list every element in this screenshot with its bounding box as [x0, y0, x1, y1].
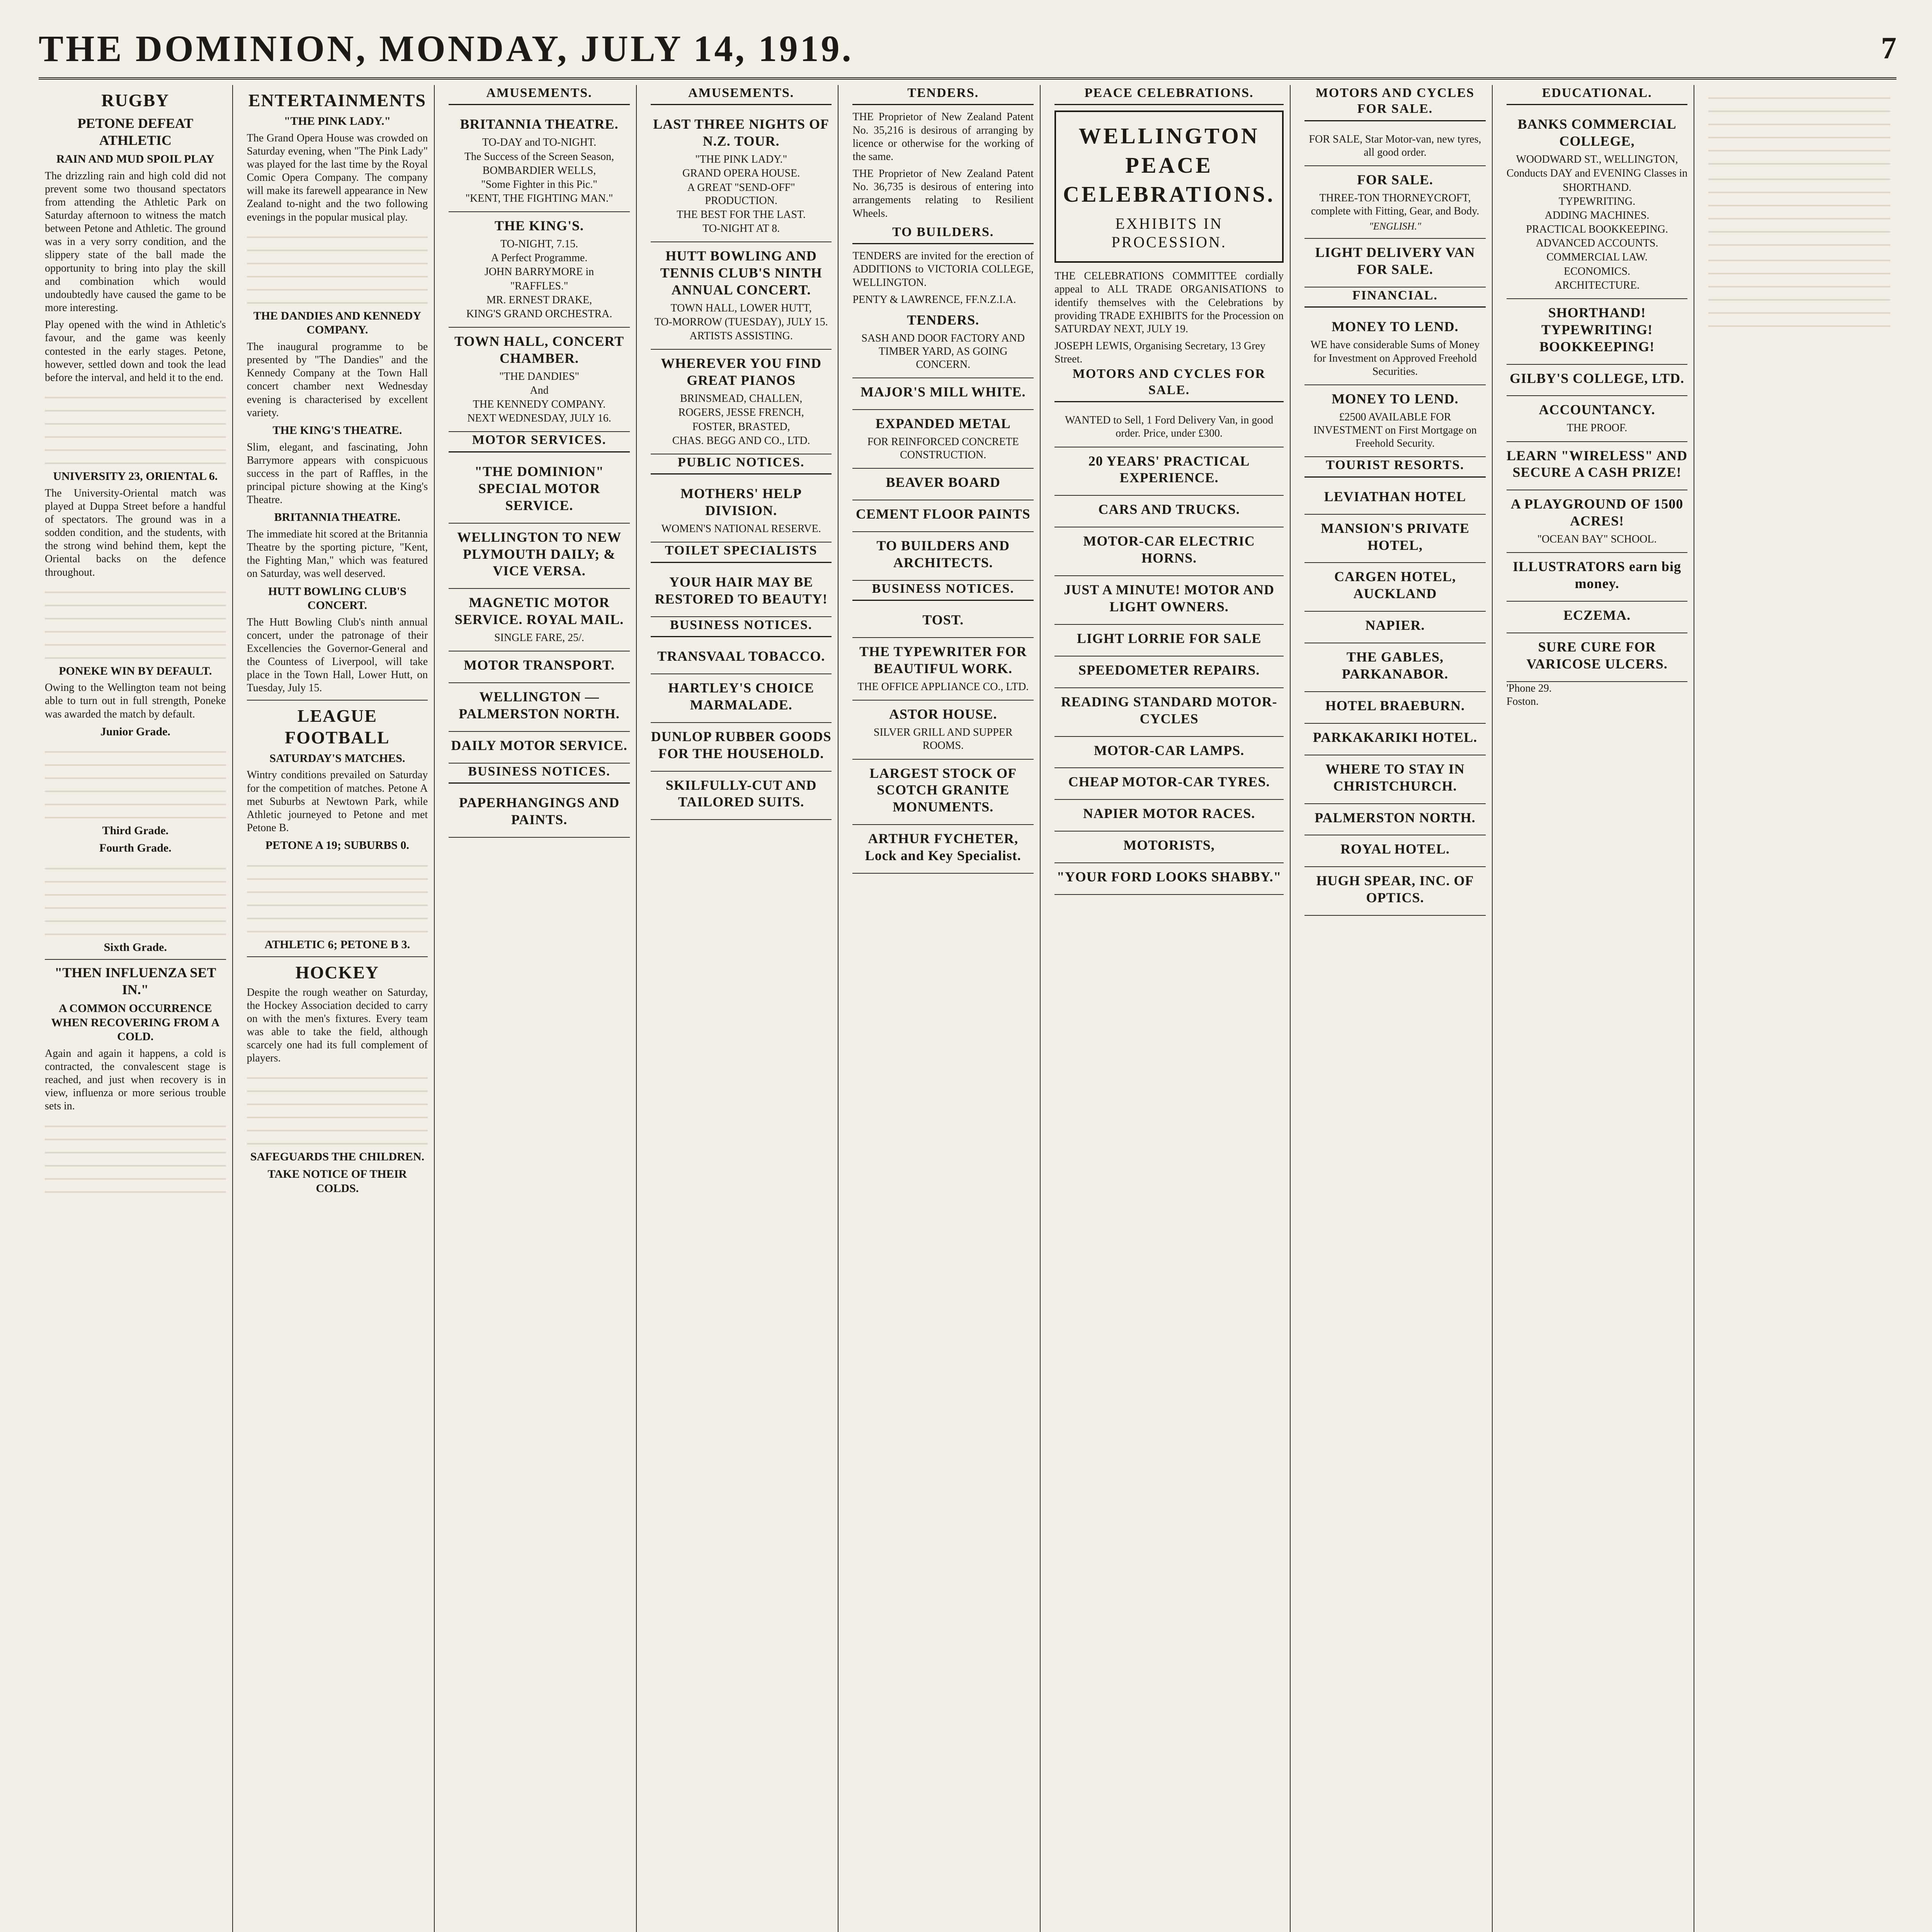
notice-paragraph: TENDERS are invited for the erection of ADDITIONS to VICTORIA COLLEGE, WELLINGTON.	[852, 250, 1034, 289]
ad-title: CARGEN HOTEL, AUCKLAND	[1334, 569, 1456, 602]
ad-title: LARGEST STOCK OF SCOTCH GRANITE MONUMENTS.	[869, 765, 1017, 815]
ad-title: BANKS COMMERCIAL COLLEGE,	[1517, 116, 1677, 149]
advertisement	[852, 825, 1034, 874]
advertisement	[1054, 408, 1284, 447]
article-paragraph: Play opened with the wind in Athletic's favour, and the game was keenly contested in the early stages. Petone, however, settled down and took the lead before the interval, and held it to the end.	[45, 319, 226, 384]
advertisement	[1304, 127, 1486, 166]
text-block	[247, 228, 428, 305]
banner-line: CELEBRATIONS.	[1063, 182, 1276, 207]
ad-line: PRACTICAL BOOKKEEPING.	[1526, 223, 1668, 236]
ad-line: TO-DAY and TO-NIGHT.	[482, 136, 597, 149]
ad-line: ROGERS, JESSE FRENCH,	[678, 406, 804, 419]
ad-title: MAGNETIC MOTOR SERVICE. ROYAL MAIL.	[454, 595, 624, 628]
advertisement	[1304, 515, 1486, 563]
article-paragraph: Wintry conditions prevailed on Saturday for the competition of matches. Petone A met Suburbs at Newtown Park, while Athletic journeyed to Petone and met Petone B.	[247, 769, 428, 834]
text-block	[1708, 89, 1890, 166]
footer-left: 'Phone 29.	[1506, 682, 1552, 694]
advertisement	[449, 111, 630, 212]
advertisement	[1304, 239, 1486, 287]
ad-title: THE KING'S.	[494, 218, 584, 234]
article-subhead: UNIVERSITY 23, ORIENTAL 6.	[53, 470, 218, 483]
ad-line: ARCHITECTURE.	[1554, 279, 1640, 291]
ad-title: PALMERSTON NORTH.	[1315, 810, 1476, 825]
ad-title: ARTHUR FYCHETER, Lock and Key Specialist.	[865, 831, 1021, 864]
article-paragraph: The drizzling rain and high cold did not prevent some two thousand spectators from attending the Athletic Park on Saturday afternoon to witness the match between Petone and Athletic. The ground was in a very sorry condition, and the slippery state of the ball made the opportunity to bring into play the skill and combination which would undoubtedly have caused the game to be more interesting.	[45, 170, 226, 314]
ad-title: SHORTHAND! TYPEWRITING! BOOKKEEPING!	[1539, 304, 1655, 354]
advertisement	[651, 772, 832, 820]
advertisement	[1054, 688, 1284, 737]
ad-title: DAILY MOTOR SERVICE.	[451, 738, 628, 753]
ad-title: CHEAP MOTOR-CAR TYRES.	[1068, 774, 1270, 790]
ad-title: LEVIATHAN HOTEL	[1324, 488, 1466, 504]
advertisement	[1054, 496, 1284, 527]
column-amusements-1	[442, 85, 637, 1932]
advertisement	[852, 606, 1034, 638]
ad-title: TO BUILDERS AND ARCHITECTS.	[876, 538, 1010, 571]
advertisement	[449, 789, 630, 838]
column-header: MOTORS AND CYCLES FOR SALE.	[1054, 366, 1284, 402]
column-header: AMUSEMENTS.	[449, 85, 630, 105]
ad-title: "THE DOMINION" SPECIAL MOTOR SERVICE.	[474, 463, 604, 513]
column-header: FINANCIAL.	[1304, 287, 1486, 308]
text-block	[45, 583, 226, 660]
advertisement	[449, 524, 630, 589]
ad-subtitle: A COMMON OCCURRENCE WHEN RECOVERING FROM A COLD.	[51, 1002, 220, 1043]
ad-title: SURE CURE FOR VARICOSE ULCERS.	[1526, 639, 1668, 672]
advertisement	[1304, 804, 1486, 836]
section-title-rugby: RUGBY	[101, 90, 170, 110]
ad-title: ASTOR HOUSE.	[889, 706, 997, 722]
advertisement	[1054, 737, 1284, 769]
newspaper-title: THE DOMINION, MONDAY, JULY 14, 1919.	[39, 27, 854, 69]
column-header: PUBLIC NOTICES.	[651, 454, 832, 474]
ad-line: SHORTHAND.	[1563, 181, 1632, 194]
ad-title: CARS AND TRUCKS.	[1098, 502, 1240, 517]
column-header: PEACE CELEBRATIONS.	[1054, 85, 1284, 105]
ad-title: SPEEDOMETER REPAIRS.	[1078, 662, 1260, 678]
ad-line: SILVER GRILL AND SUPPER ROOMS.	[873, 726, 1013, 752]
column-rugby	[39, 85, 233, 1932]
text-block	[45, 388, 226, 466]
ad-title: MAJOR'S MILL WHITE.	[861, 384, 1026, 400]
ad-title: WHEREVER YOU FIND GREAT PIANOS	[661, 355, 821, 388]
ad-title: SKILFULLY-CUT AND TAILORED SUITS.	[665, 777, 817, 810]
ad-title: YOUR HAIR MAY BE RESTORED TO BEAUTY!	[655, 574, 828, 607]
notice-signature: JOSEPH LEWIS, Organising Secretary, 13 Grey Street.	[1054, 340, 1265, 366]
ad-line: BRINSMEAD, CHALLEN,	[680, 393, 803, 405]
advertisement	[651, 723, 832, 772]
advertisement	[1054, 625, 1284, 656]
advertisement	[852, 500, 1034, 532]
advertisement	[1054, 863, 1284, 895]
ad-line: THE PROOF.	[1566, 422, 1628, 434]
ad-title: MOTOR-CAR ELECTRIC HORNS.	[1083, 533, 1255, 566]
column-header: EDUCATIONAL.	[1507, 85, 1688, 105]
grade-heading: Third Grade.	[102, 824, 169, 837]
advertisement	[651, 674, 832, 723]
ad-title: WELLINGTON TO NEW PLYMOUTH DAILY; & VICE VERSA.	[457, 529, 622, 579]
advertisement	[1054, 576, 1284, 625]
ad-title: HOTEL BRAEBURN.	[1325, 697, 1465, 713]
ad-title: NAPIER MOTOR RACES.	[1083, 806, 1255, 821]
ad-title: TRANSVAAL TOBACCO.	[657, 648, 825, 664]
advertisement	[1507, 553, 1688, 602]
ad-title: FOR SALE.	[1357, 172, 1433, 188]
article-title: PETONE DEFEAT ATHLETIC	[77, 116, 194, 148]
peace-banner	[1054, 111, 1284, 263]
advertisement	[1304, 166, 1486, 239]
ad-title: WELLINGTON — PALMERSTON NORTH.	[459, 689, 620, 722]
section-title-entertainments: ENTERTAINMENTS	[248, 90, 426, 110]
advertisement	[449, 458, 630, 524]
advertisement	[651, 111, 832, 242]
ad-line: £2500 AVAILABLE FOR INVESTMENT on First Mortgage on Freehold Security.	[1313, 411, 1477, 450]
divider	[45, 959, 226, 960]
ad-title: LIGHT LORRIE FOR SALE	[1077, 630, 1262, 646]
advertisement	[1054, 768, 1284, 800]
advertisement	[1304, 643, 1486, 692]
ad-title: DUNLOP RUBBER GOODS FOR THE HOUSEHOLD.	[651, 728, 832, 761]
ad-line: Conducts DAY and EVENING Classes in	[1506, 167, 1688, 180]
page-number: 7	[1881, 31, 1896, 65]
ad-title: SAFEGUARDS THE CHILDREN.	[250, 1150, 425, 1163]
ad-line: "RAFFLES."	[510, 280, 568, 292]
ad-title: BEAVER BOARD	[886, 474, 1000, 490]
article-paragraph: The Hutt Bowling Club's ninth annual concert, under the patronage of their Excellencies the Governor-General and the Countess of Liverpool, will take place in the Town Hall, Lower Hutt, on Tuesday, July 15.	[247, 616, 428, 694]
article-title: THE KING'S THEATRE.	[272, 423, 402, 437]
ad-line: WE have considerable Sums of Money for Investment on Approved Freehold Securities.	[1310, 339, 1480, 378]
ad-title: LEARN "WIRELESS" AND SECURE A CASH PRIZE!	[1507, 447, 1688, 480]
ad-title: "THEN INFLUENZA SET IN."	[54, 965, 216, 998]
banner-subtitle: EXHIBITS IN PROCESSION.	[1111, 214, 1227, 251]
article-paragraph: The University-Oriental match was played at Duppa Street before a handful of spectators. The ground was in a sodden condition, and the students, with the strong wind behind them, kept the Oriental backs on the defence throughout.	[45, 487, 226, 578]
advertisement	[1507, 299, 1688, 365]
advertisement	[1304, 867, 1486, 916]
ad-line: "KENT, THE FIGHTING MAN."	[465, 192, 613, 204]
ad-line: WOMEN'S NATIONAL RESERVE.	[661, 523, 821, 535]
advertisement	[449, 212, 630, 328]
text-block	[247, 1069, 428, 1146]
column-header: TOURIST RESORTS.	[1304, 457, 1486, 477]
article-subhead: PONEKE WIN BY DEFAULT.	[59, 664, 212, 677]
ad-paragraph: Again and again it happens, a cold is contracted, the convalescent stage is reached, and just when recovery is in view, influenza or more serious trouble sets in.	[45, 1047, 226, 1112]
article-subtitle: SATURDAY'S MATCHES.	[269, 752, 405, 765]
ad-title: BRITANNIA THEATRE.	[460, 116, 619, 132]
advertisement	[1054, 527, 1284, 576]
column-tenders	[846, 85, 1041, 1932]
advertisement	[1507, 442, 1688, 491]
text-block	[45, 859, 226, 937]
ad-line: ECONOMICS.	[1564, 265, 1631, 277]
advertisement	[1304, 692, 1486, 724]
ad-title: "YOUR FORD LOOKS SHABBY."	[1056, 869, 1282, 885]
column-financial-tourist	[1298, 85, 1493, 1932]
section-title-hockey: HOCKEY	[295, 963, 379, 983]
ad-line: SASH AND DOOR FACTORY AND TIMBER YARD, AS GOING CONCERN.	[861, 332, 1025, 371]
section-title-league: LEAGUE FOOTBALL	[285, 706, 390, 747]
ad-title: MONEY TO LEND.	[1332, 391, 1459, 406]
column-header: MOTOR SERVICES.	[449, 432, 630, 452]
advertisement	[651, 480, 832, 543]
advertisement	[651, 242, 832, 350]
match-result: PETONE A 19; SUBURBS 0.	[265, 839, 409, 852]
notice-paragraph: THE Proprietor of New Zealand Patent No. 36,735 is desirous of entering into arrangements relating to Resilient Wheels.	[852, 168, 1034, 219]
ad-title: MOTOR-CAR LAMPS.	[1094, 742, 1245, 758]
advertisement	[852, 378, 1034, 410]
text-block	[1708, 251, 1890, 328]
ad-signature: "ENGLISH."	[1369, 221, 1422, 232]
grade-heading: Junior Grade.	[100, 725, 170, 738]
ad-line: FOR REINFORCED CONCRETE CONSTRUCTION.	[867, 436, 1019, 461]
advertisement	[449, 651, 630, 683]
article-title: BRITANNIA THEATRE.	[274, 511, 401, 524]
ad-title: HUGH SPEAR, INC. OF OPTICS.	[1316, 873, 1474, 906]
column-entertainments	[241, 85, 435, 1932]
ad-title: TOWN HALL, CONCERT CHAMBER.	[454, 333, 624, 366]
advertisement	[1507, 490, 1688, 553]
ad-title: MOTOR TRANSPORT.	[464, 657, 615, 673]
ad-title: WHERE TO STAY IN CHRISTCHURCH.	[1325, 761, 1465, 794]
notice-paragraph: THE Proprietor of New Zealand Patent No. 35,216 is desirous of arranging by licence or otherwise for the working of the same.	[852, 111, 1034, 163]
advertisement	[449, 683, 630, 732]
ad-line: SINGLE FARE, 25/.	[494, 632, 584, 644]
advertisement	[651, 350, 832, 454]
column-header: TENDERS.	[852, 85, 1034, 105]
banner-line: WELLINGTON PEACE	[1078, 123, 1260, 178]
article-paragraph: Slim, elegant, and fascinating, John Barrymore appears with conspicuous success in the part of Raffles, in the principal picture showing at the King's Theatre.	[247, 441, 428, 506]
ad-line: The Success of the Screen Season,	[464, 150, 614, 163]
ad-line: THREE-TON THORNEYCROFT, complete with Fitting, Gear, and Body.	[1311, 192, 1480, 218]
article-paragraph: Owing to the Wellington team not being able to turn out in full strength, Poneke was awarded the match by default.	[45, 682, 226, 720]
article-subtitle: RAIN AND MUD SPOIL PLAY	[56, 152, 214, 165]
ad-title: MOTHERS' HELP DIVISION.	[680, 486, 802, 519]
ad-title: HARTLEY'S CHOICE MARMALADE.	[668, 680, 815, 713]
article-paragraph: Despite the rough weather on Saturday, the Hockey Association decided to carry on with the men's fixtures. Every team was able to take the field, although scarcely one had its full complement of players.	[247, 986, 428, 1065]
ad-line: TOWN HALL, LOWER HUTT,	[670, 302, 812, 314]
ad-title: PAPERHANGINGS AND PAINTS.	[459, 795, 620, 828]
ad-title: A PLAYGROUND OF 1500 ACRES!	[1510, 496, 1684, 529]
ad-title: ROYAL HOTEL.	[1340, 841, 1450, 857]
advertisement	[1507, 602, 1688, 633]
ad-title: THE GABLES, PARKANABOR.	[1342, 649, 1449, 682]
advertisement	[852, 638, 1034, 701]
text-block	[45, 743, 226, 820]
ad-line: THE OFFICE APPLIANCE CO., LTD.	[857, 681, 1029, 693]
advertisement	[1507, 111, 1688, 299]
column-header: TOILET SPECIALISTS	[651, 543, 832, 563]
advertisement	[852, 701, 1034, 759]
column-header: TO BUILDERS.	[852, 224, 1034, 244]
ad-title: MANSION'S PRIVATE HOTEL,	[1321, 520, 1469, 553]
divider	[247, 700, 428, 701]
ad-title: LAST THREE NIGHTS OF N.Z. TOUR.	[653, 116, 830, 149]
ad-title: READING STANDARD MOTOR-CYCLES	[1061, 694, 1277, 726]
column-header: BUSINESS NOTICES.	[449, 764, 630, 784]
advertisement	[852, 532, 1034, 581]
column-header: BUSINESS NOTICES.	[651, 617, 832, 637]
column-header: MOTORS AND CYCLES FOR SALE.	[1304, 85, 1486, 121]
ad-title: THE TYPEWRITER FOR BEAUTIFUL WORK.	[859, 644, 1027, 677]
advertisement	[1054, 832, 1284, 863]
ad-title: 20 YEARS' PRACTICAL EXPERIENCE.	[1088, 453, 1250, 486]
advertisement	[651, 568, 832, 617]
footer-right: Foston.	[1506, 696, 1539, 707]
ad-line: WOODWARD ST., WELLINGTON,	[1516, 153, 1678, 166]
ad-line: FOR SALE, Star Motor-van, new tyres, all good order.	[1309, 133, 1481, 159]
ad-line: "THE PINK LADY."	[695, 153, 787, 166]
ad-title: PARKAKARIKI HOTEL.	[1313, 729, 1478, 745]
grade-heading: Fourth Grade.	[99, 841, 172, 854]
ad-line: ADVANCED ACCOUNTS.	[1536, 237, 1658, 250]
article-paragraph: The Grand Opera House was crowded on Saturday evening, when "The Pink Lady" was played for the last time by the Royal Comic Opera Company. The company will make its farewell appearance in New Zealand to-night and the two following evenings in the popular musical play.	[247, 132, 428, 223]
ad-line: FOSTER, BRASTED,	[692, 420, 790, 433]
ad-line: KING'S GRAND ORCHESTRA.	[466, 308, 612, 320]
advertisement	[852, 306, 1034, 378]
ad-line: "OCEAN BAY" SCHOOL.	[1537, 533, 1657, 546]
advertisement	[449, 589, 630, 651]
advertisement	[1304, 835, 1486, 867]
advertisement	[449, 328, 630, 432]
ad-line: MR. ERNEST DRAKE,	[486, 294, 592, 306]
ad-title: MONEY TO LEND.	[1332, 319, 1459, 335]
ad-title: TENDERS.	[907, 312, 980, 328]
ad-line: NEXT WEDNESDAY, JULY 16.	[467, 412, 611, 425]
newspaper-columns	[39, 85, 1896, 1932]
ad-title: MOTORISTS,	[1123, 837, 1215, 853]
ad-title: CEMENT FLOOR PAINTS	[855, 506, 1031, 522]
article-paragraph: The immediate hit scored at the Britannia Theatre by the sporting picture, "Kent, the Fighting Man," which was featured on Saturday, was well deserved.	[247, 528, 428, 580]
column-overflow	[1702, 85, 1896, 1932]
ad-line: ARTISTS ASSISTING.	[689, 330, 793, 342]
ad-line: TO-NIGHT AT 8.	[702, 223, 780, 235]
advertisement	[1304, 385, 1486, 457]
advertisement	[1054, 656, 1284, 688]
ad-title: JUST A MINUTE! MOTOR AND LIGHT OWNERS.	[1064, 582, 1274, 615]
ad-line: A GREAT "SEND-OFF" PRODUCTION.	[687, 181, 795, 207]
advertisement	[449, 732, 630, 764]
ad-title: EXPANDED METAL	[875, 416, 1011, 432]
column-amusements-2	[645, 85, 839, 1932]
ad-subtitle: TAKE NOTICE OF THEIR COLDS.	[267, 1168, 407, 1195]
ad-line: A Perfect Programme.	[491, 252, 588, 264]
article-title: THE DANDIES AND KENNEDY COMPANY.	[253, 309, 422, 337]
advertisement	[1054, 800, 1284, 832]
ad-line: THE BEST FOR THE LAST.	[677, 208, 806, 221]
article-title: HUTT BOWLING CLUB'S CONCERT.	[268, 585, 406, 612]
ad-line: "Some Fighter in this Pic."	[481, 178, 597, 190]
article-title: "THE PINK LADY."	[284, 115, 391, 128]
text-block	[45, 1117, 226, 1194]
ad-line: BOMBARDIER WELLS,	[482, 164, 596, 177]
advertisement	[1304, 313, 1486, 385]
advertisement	[852, 410, 1034, 469]
advertisement	[1054, 447, 1284, 496]
notice-signature: PENTY & LAWRENCE, FF.N.Z.I.A.	[852, 293, 1016, 306]
advertisement	[651, 643, 832, 674]
masthead	[39, 19, 1896, 80]
advertisement	[1304, 724, 1486, 755]
ad-line: And	[530, 384, 549, 396]
ad-line: GRAND OPERA HOUSE.	[682, 167, 800, 180]
ad-line: CHAS. BEGG AND CO., LTD.	[672, 434, 810, 447]
match-result: ATHLETIC 6; PETONE B 3.	[264, 938, 410, 951]
ad-line: TO-MORROW (TUESDAY), JULY 15.	[654, 316, 828, 328]
ad-title: NAPIER.	[1365, 617, 1425, 633]
column-header: BUSINESS NOTICES.	[852, 581, 1034, 601]
ad-title: GILBY'S COLLEGE, LTD.	[1510, 370, 1684, 386]
ad-line: TO-NIGHT, 7.15.	[500, 238, 578, 250]
column-educational	[1500, 85, 1695, 1932]
ad-line: "THE DANDIES"	[499, 370, 580, 383]
advertisement	[1304, 755, 1486, 804]
grade-heading: Sixth Grade.	[104, 940, 167, 954]
advertisement	[1304, 612, 1486, 643]
ad-title: HUTT BOWLING AND TENNIS CLUB'S NINTH ANNUAL CONCERT.	[660, 248, 822, 298]
advertisement	[852, 469, 1034, 500]
divider	[247, 956, 428, 957]
ad-line: THE KENNEDY COMPANY.	[473, 398, 606, 411]
ad-line: JOHN BARRYMORE in	[484, 266, 594, 278]
advertisement	[1304, 483, 1486, 515]
advertisement	[1304, 563, 1486, 612]
column-peace-motors	[1048, 85, 1291, 1932]
article-paragraph: The inaugural programme to be presented by "The Dandies" and the Kennedy Company at the Town Hall concert chamber next Wednesday evening is characterised by excellent variety.	[247, 340, 428, 419]
text-block	[1708, 170, 1890, 247]
ad-title: TOST.	[922, 612, 964, 628]
advertisement	[1507, 365, 1688, 396]
advertisement	[1507, 396, 1688, 442]
ad-title: ACCOUNTANCY.	[1539, 402, 1655, 418]
ad-title: LIGHT DELIVERY VAN FOR SALE.	[1315, 245, 1475, 277]
advertisement	[1507, 633, 1688, 682]
ad-line: COMMERCIAL LAW.	[1546, 251, 1648, 264]
ad-title: ILLUSTRATORS earn big money.	[1513, 559, 1681, 592]
ad-line: ADDING MACHINES.	[1544, 209, 1650, 221]
notice-paragraph: THE CELEBRATIONS COMMITTEE cordially appeal to ALL TRADE ORGANISATIONS to identify themselves with the Celebrations by providing TRADE EXHIBITS for the Procession on SATURDAY NEXT, JULY 19.	[1054, 270, 1284, 335]
advertisement	[852, 760, 1034, 825]
text-block	[247, 857, 428, 934]
ad-line: TYPEWRITING.	[1558, 195, 1636, 207]
column-header: AMUSEMENTS.	[651, 85, 832, 105]
ad-title: ECZEMA.	[1563, 607, 1631, 623]
ad-line: WANTED to Sell, 1 Ford Delivery Van, in good order. Price, under £300.	[1065, 414, 1274, 440]
